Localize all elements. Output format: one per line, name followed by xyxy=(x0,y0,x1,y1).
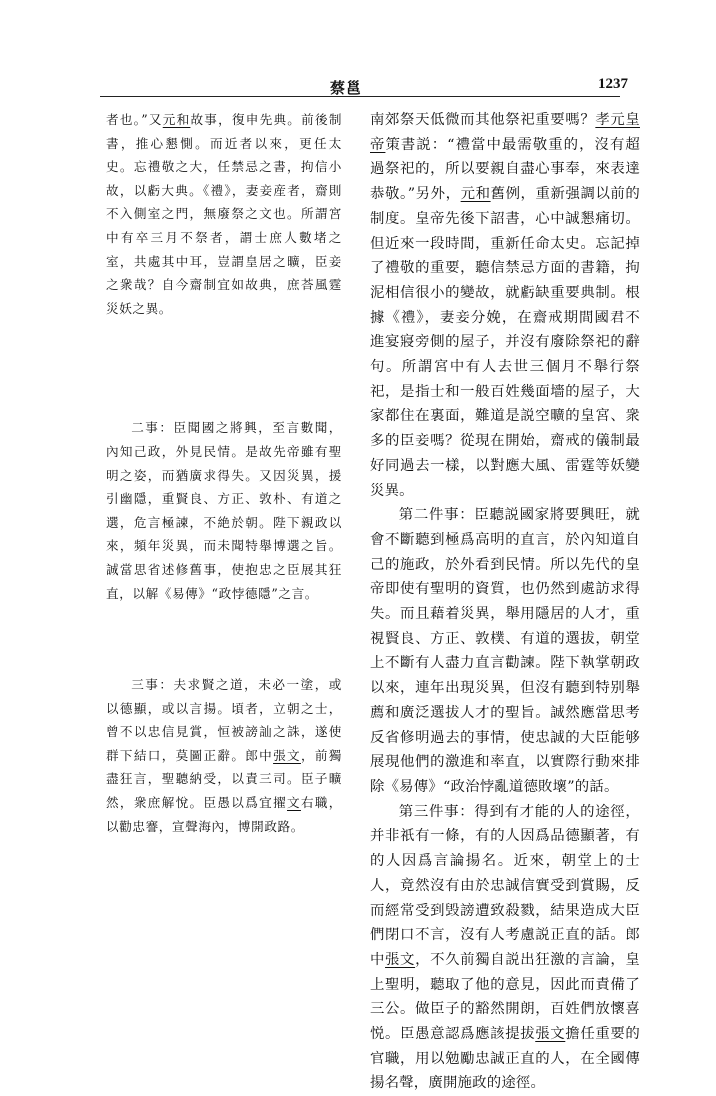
underlined-name: 張文 xyxy=(535,1026,566,1043)
translation-paragraph-2: 第二件事：臣聽説國家將要興旺，就會不斷聽到極爲高明的直言，於內知道自己的施政，於外看到民情。所以先代的皇帝即使有聖明的資質，也仍然到處訪求得失。而且藉着災異，舉用隱居的人才，重視賢良、方正、敦樸、有道的選拔，朝堂上不斷有人盡力直言勸諫。陛下執掌朝政以來，連年出現災異，但沒有聽到特别舉薦和廣泛選拔人才的聖旨。誠然應當思考反省修明過去的事情，使忠誠的大臣能够展現他們的激進和率直，以實際行動來排除《易傳》“政治悖亂道德敗壞”的話。 xyxy=(370,507,640,795)
text-run: 策書説：“禮當中最需敬重的，沒有超過祭祀的，所以要親自盡心事奉，來表達恭敬。”另外， xyxy=(370,136,640,203)
text-run: 三事：夫求賢之道，未必一塗，或以德顯，或以言揚。頃者，立朝之士，曾不以忠信見賞，恒被謗訕之誅，遂使群下結口，莫圖正辭。郎中 xyxy=(106,677,342,763)
classical-paragraph-1 xyxy=(106,108,342,320)
classical-text-column xyxy=(106,108,342,838)
classical-paragraph-3 xyxy=(106,673,342,838)
text-run: 擔任重要的官職，用以勉勵忠誠正直的人，在全國傳揚名聲，廣開施政的途徑。 xyxy=(370,1026,640,1092)
underlined-name: 張文 xyxy=(273,747,301,763)
text-run: 南郊祭天低微而其他祭祀重要嗎？ xyxy=(370,112,596,128)
underlined-name: 張文 xyxy=(385,951,416,968)
underlined-name: 文 xyxy=(287,795,301,811)
text-run: 舊例，重新强調以前的制度。皇帝先後下詔書，心中誠懇痛切。但近來一段時間，重新任命太史。忘記掉了禮敬的重要，聽信禁忌方面的書籍，拘泥相信很小的變故，就虧缺重要典制。根據《禮》，妻妾分娩，在齋戒期間國君不進宴寢旁側的屋子，并沒有廢除祭祀的辭句。所謂宮中有人去世三個月不舉行祭祀，是指士和一般百姓幾面墻的屋子，大家都住在裏面，難道是説空曠的皇宮、衆多的臣妾嗎？從現在開始，齋戒的儀制最好同過去一樣，以對應大風、雷霆等妖變災異。 xyxy=(370,186,640,499)
text-run: 者也。”又 xyxy=(106,112,163,127)
underlined-name: 孝元皇帝 xyxy=(370,112,640,153)
text-run: 故事，復申先典。前後制書，推心懇惻。而近者以來，更任太史。忘禮敬之大，任禁忌之書，拘信小故，以虧大典。《禮》，妻妾産者，齋則不入側室之門，無廢祭之文也。所謂宮中有卒三月不祭者，謂士庶人數堵之室，共處其中耳，豈謂皇居之曠，臣妾之衆哉？自今齋制宜如故典，庶荅風霆災妖之異。 xyxy=(106,112,343,316)
translation-column xyxy=(370,108,640,1096)
text-run: 右職，以勸忠謇，宣聲海內，博開政路。 xyxy=(106,795,342,834)
translation-paragraph-3 xyxy=(370,800,640,1096)
text-run: 第三件事：得到有才能的人的途徑，并非祇有一條，有的人因爲品德顯著，有的人因爲言論揚名。近來，朝堂上的士人，竟然沒有由於忠誠信實受到賞賜，反而經常受到毁謗遭致殺戮，結果造成大臣們閉口不言，沒有人考慮説正直的話。郎中 xyxy=(370,803,640,968)
text-run: ，不久前獨自説出狂激的言論，皇上聖明，聽取了他的意見，因此而責備了三公。做臣子的豁然開朗，百姓們放懷喜悦。臣愚意認爲應該提拔 xyxy=(370,951,640,1043)
text-run: ，前獨盡狂言，聖聽納受，以責三司。臣子曠然，衆庶解悅。臣愚以爲宜擢 xyxy=(106,747,342,811)
underlined-name: 元和 xyxy=(460,186,491,203)
underlined-name: 元和 xyxy=(162,112,191,127)
page-header xyxy=(0,0,716,100)
header-divider xyxy=(100,96,620,97)
running-title: 蔡邕 xyxy=(330,79,363,97)
translation-paragraph-1 xyxy=(370,108,640,503)
page-number: 1237 xyxy=(598,76,628,92)
classical-paragraph-2: 二事：臣聞國之將興，至言數聞，內知己政，外見民情。是故先帝雖有聖明之姿，而猶廣求得失。又因災異，援引幽隱，重賢良、方正、敦朴、有道之選，危言極諫，不絶於朝。陛下親政以來，頻年災異，而未聞特舉博選之旨。誠當思省述修舊事，使抱忠之臣展其狂直，以解《易傳》“政悖德隱”之言。 xyxy=(106,420,342,601)
